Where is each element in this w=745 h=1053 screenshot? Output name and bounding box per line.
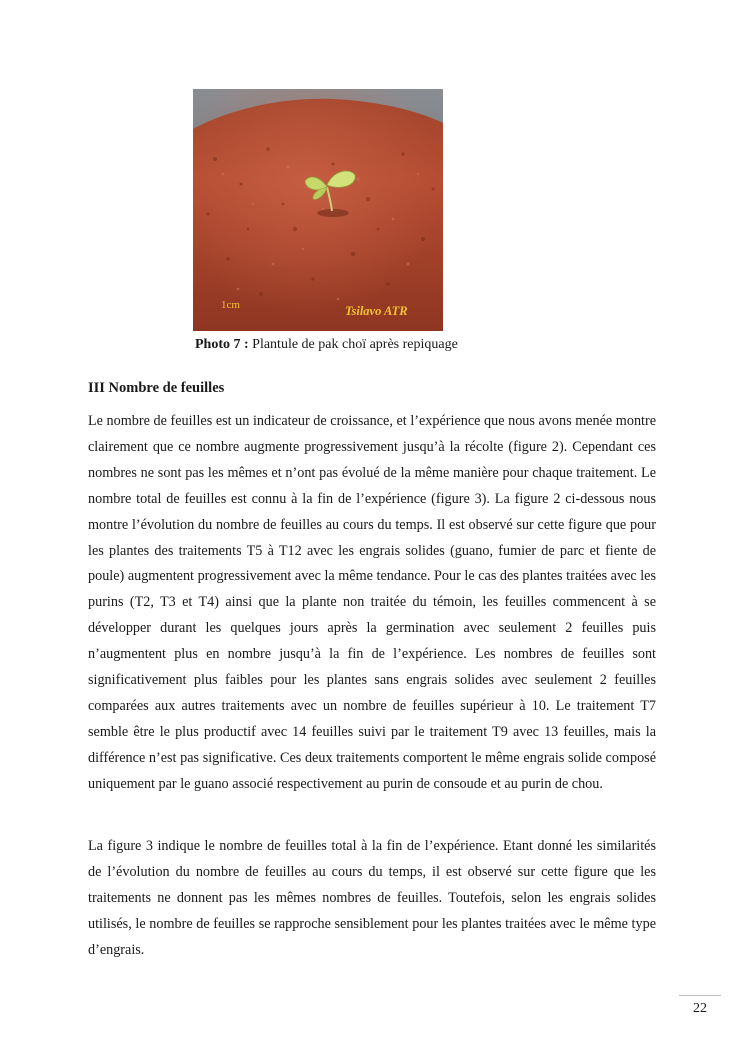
- scale-bar-arrow-icon: [221, 313, 443, 331]
- footer-divider: [679, 995, 721, 996]
- page-number: 22: [693, 1001, 707, 1016]
- photo-credit: Tsilavo ATR: [345, 304, 408, 318]
- seedling-photo: [193, 89, 443, 331]
- body-paragraph: Le nombre de feuilles est un indicateur de croissance, et l’expérience que nous avons menée montre clairement que ce nombre augmente progressivement jusqu’à la récolte (figure 2). Cependant ces nombres ne sont pas les mêmes et n’ont pas évolué de la même manière pour chaque traitement. Le nombre total de feuilles est connu à la fin de l’expérience (figure 3). La figure 2 ci-dessous nous montre l’évolution du nombre de feuilles au cours du temps. Il est observé sur cette figure que pour les plantes des traitements T5 à T12 avec les engrais solides (guano, fumier de parc et fiente de poule) augmentent progressivement avec la même tendance. Pour le cas des plantes traitées avec les purins (T2, T3 et T4) ainsi que la plante non traitée du témoin, les feuilles commencent à se développer durant les quelques jours après la germination avec seulement 2 feuilles puis n’augmentent plus en nombre jusqu’à la fin de l’expérience. Les nombres de feuilles sont significativement plus faibles pour les plantes sans engrais solides avec seulement 2 feuilles comparées aux autres traitements avec un nombre de feuilles supérieur à 10. Le traitement T7 semble être le plus productif avec 14 feuilles suivi par le traitement T9 avec 13 feuilles, mais la différence n’est pas significative. Ces deux traitements comportent le même engrais solide composé uniquement par le guano associé respectivement au purin de consoude et au purin de chou.: [88, 413, 656, 792]
- photo-caption-text: Plantule de pak choï après repiquage: [248, 337, 458, 352]
- body-paragraph: La figure 3 indique le nombre de feuilles total à la fin de l’expérience. Etant donné les similarités de l’évolution du nombre de feuilles au cours du temps, il est observé sur cette figure que les traitements ne donnent pas les mêmes nombres de feuilles. Toutefois, selon les engrais solides utilisés, le nombre de feuilles se rapproche sensiblement pour les plantes traitées avec le même type d’engrais.: [88, 838, 656, 958]
- seedling-in-red-soil-image: [193, 89, 443, 331]
- photo-caption-label: Photo 7 :: [195, 337, 249, 352]
- section-heading: III Nombre de feuilles: [88, 380, 225, 396]
- scale-bar-label: 1cm: [221, 299, 240, 311]
- photo-caption: [195, 337, 458, 353]
